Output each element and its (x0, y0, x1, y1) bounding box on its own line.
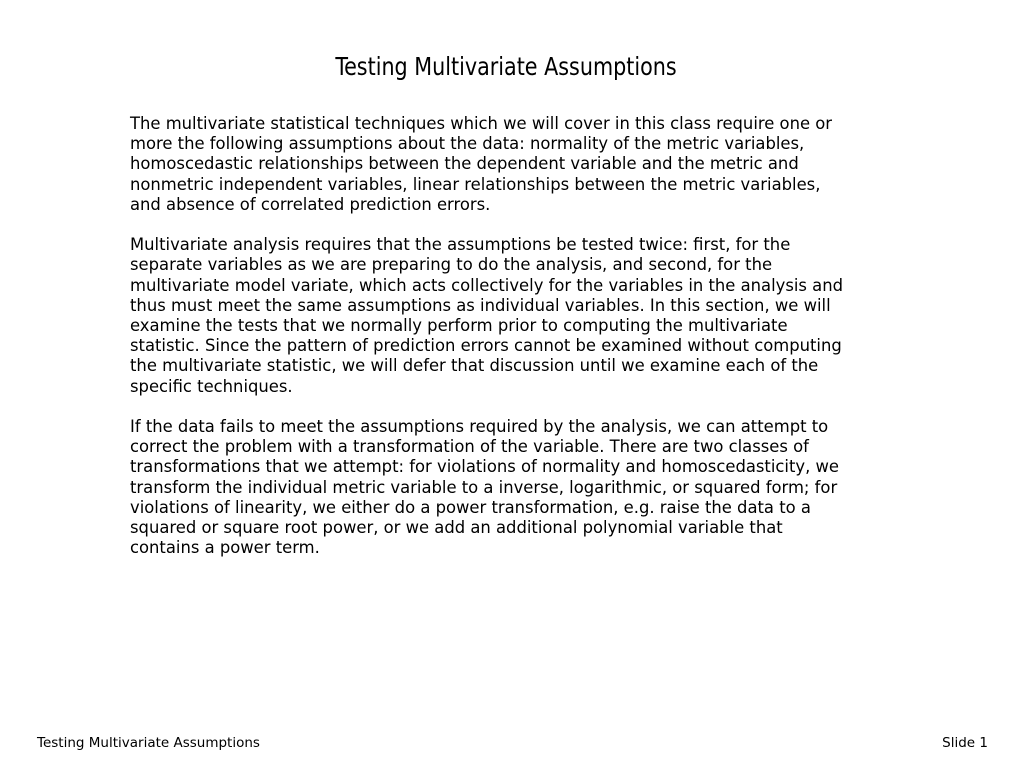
slide-number: Slide 1 (942, 735, 988, 751)
slide-title: Testing Multivariate Assumptions (335, 52, 677, 81)
slide-body (130, 114, 930, 579)
paragraph: Multivariate analysis requires that the assumptions be tested twice: first, for the separate variables as we are preparing to do the analysis, and second, for the multivariate model variate, which acts collectively for the variables in the analysis and thus must meet the same assumptions as individual variables. In this section, we will examine the tests that we normally perform prior to computing the multivariate statistic. Since the pattern of prediction errors cannot be examined without computing the multivariate statistic, we will defer that discussion until we examine each of the specific techniques. (130, 235, 844, 396)
paragraph: The multivariate statistical techniques which we will cover in this class require one or more the following assumptions about the data: normality of the metric variables, homoscedastic relationships between the dependent variable and the metric and nonmetric independent variables, linear relationships between the metric variables, and absence of correlated prediction errors. (130, 114, 833, 214)
paragraph: If the data fails to meet the assumptions required by the analysis, we can attempt to correct the problem with a transformation of the variable. There are two classes of transformations that we attempt: for violations of normality and homoscedasticity, we transform the individual metric variable to a inverse, logarithmic, or squared form; for violations of linearity, we either do a power transformation, e.g. raise the data to a squared or square root power, or we add an additional polynomial variable that contains a power term. (130, 417, 840, 558)
footer-title: Testing Multivariate Assumptions (37, 735, 260, 751)
